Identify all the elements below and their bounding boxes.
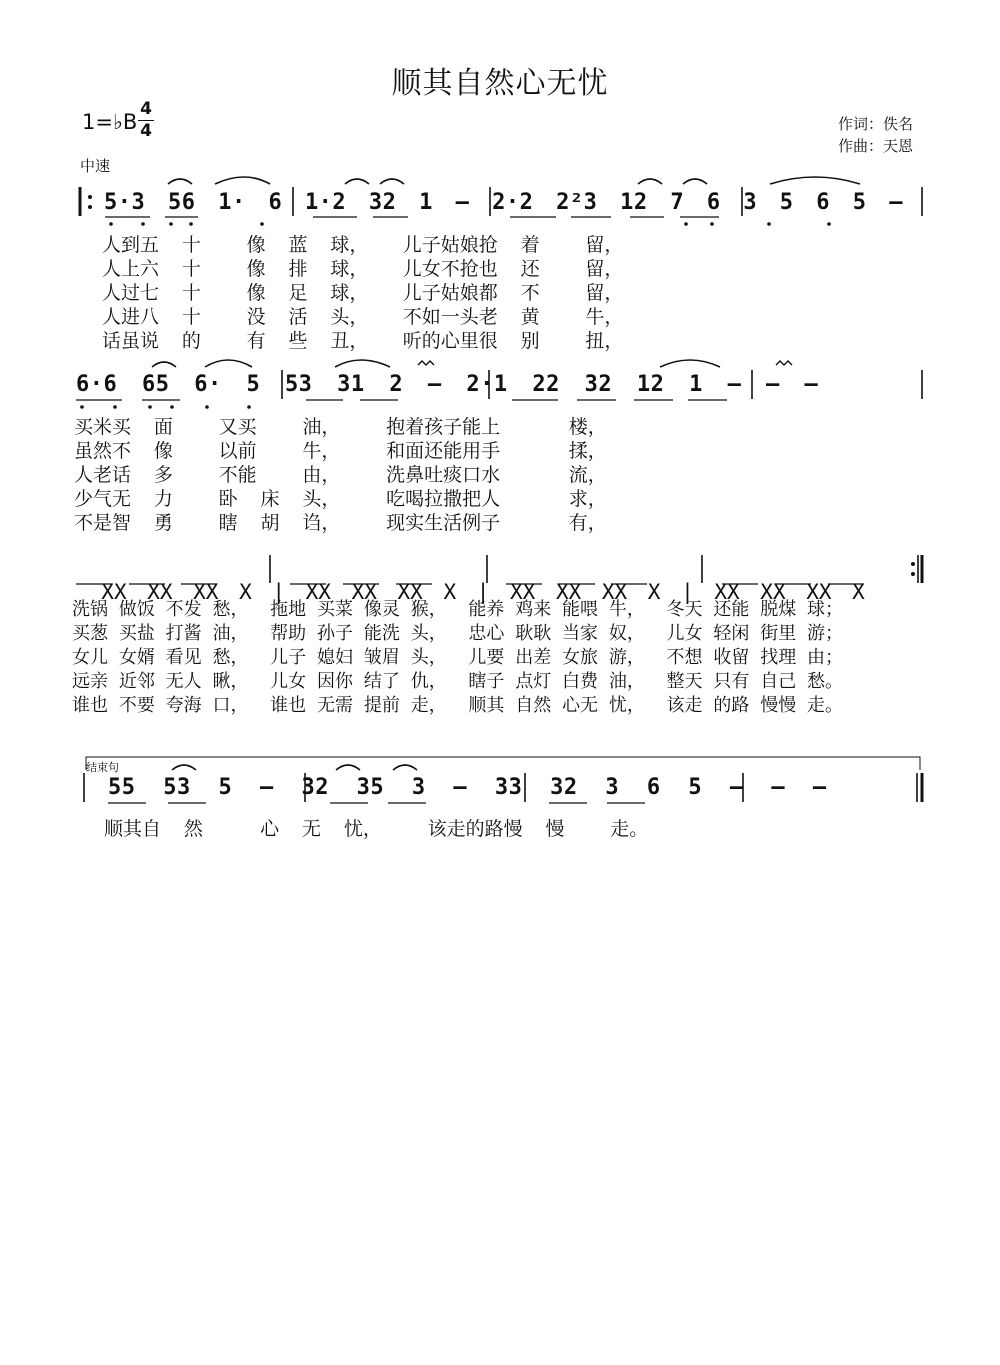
key-signature: 1=♭B bbox=[82, 110, 138, 134]
time-signature bbox=[138, 100, 154, 141]
system4-notes bbox=[108, 775, 827, 800]
system2-lyrics-1: 买米买 面 又买 油， 抱着孩子能上 楼， bbox=[74, 416, 607, 438]
system3-lyrics-1: 洗锅 做饭 不发 愁， 拖地 买菜 像灵 猴， 能养 鸡来 能喂 牛， 冬天 还能 脱煤 球； bbox=[72, 599, 844, 620]
system2-lyrics-3: 人老话 多 不能 由， 洗鼻吐痰口水 流， bbox=[74, 464, 607, 486]
system3-lyrics-3: 女儿 女婿 看见 愁， 儿子 媳妇 皱眉 头， 儿要 出差 女旅 游， 不想 收留 找理 由； bbox=[72, 647, 844, 668]
system3-lyrics-2: 买葱 买盐 打酱 油， 帮助 孙子 能洗 头， 忠心 耿耿 当家 奴， 儿女 轻闲 街里 游； bbox=[72, 623, 844, 644]
system4-lyrics: 顺其自 然 心 无 忧， 该走的路慢 慢 走。 bbox=[104, 818, 649, 840]
system2-notes bbox=[76, 372, 818, 397]
tempo-marking: 中速 bbox=[80, 157, 111, 175]
system1-lyrics-3: 人过七 十 像 足 球， 儿子姑娘都 不 留， bbox=[102, 282, 624, 304]
ending-label: 结束句 bbox=[86, 761, 119, 774]
lyricist-credit: 作词：佚名 bbox=[838, 115, 914, 133]
composer-credit: 作曲：天恩 bbox=[838, 137, 914, 155]
system1-lyrics-4: 人进八 十 没 活 头， 不如一头老 黄 牛， bbox=[102, 306, 624, 328]
system2-lyrics-4: 少气无 力 卧 床 头， 吃喝拉撒把人 求， bbox=[74, 488, 607, 510]
system2-notes-text: 6·6 65 6· 5 53 31 2 – 2·1 22 32 12 1 – – – bbox=[76, 372, 819, 397]
system1-notes-text: 5·3 56 1· 6 1·2 32 1 – 2·2 2²3 12 7 6 3 5 6 5 – bbox=[104, 190, 904, 215]
system3-rhythm-text: XX XX XX X | XX XX XX X | XX XX XX X | XX XX XX X bbox=[101, 580, 865, 604]
system4-notes-text: 55 53 5 – 32 35 3 – 33 32 3 6 5 – – – bbox=[108, 775, 827, 800]
system1-notes bbox=[104, 190, 903, 215]
system2-lyrics-2: 虽然不 像 以前 牛， 和面还能用手 揉， bbox=[74, 440, 607, 462]
system1-lyrics-2: 人上六 十 像 排 球， 儿女不抢也 还 留， bbox=[102, 258, 624, 280]
system3-lyrics-4: 远亲 近邻 无人 瞅， 儿女 因你 结了 仇， 瞎子 点灯 白费 油， 整天 只有 自己 愁。 bbox=[72, 671, 844, 692]
time-signature-bottom: 4 bbox=[140, 121, 152, 141]
system3-lyrics-5: 谁也 不要 夸海 口， 谁也 无需 提前 走， 顺其 自然 心无 忧， 该走 的路 慢慢 走。 bbox=[72, 695, 844, 716]
system1-lyrics-1: 人到五 十 像 蓝 球， 儿子姑娘抢 着 留， bbox=[102, 234, 624, 256]
system1-lyrics-5: 话虽说 的 有 些 丑， 听的心里很 别 扭， bbox=[102, 330, 624, 352]
time-signature-top: 4 bbox=[140, 99, 152, 119]
system2-lyrics-5: 不是智 勇 瞎 胡 诌， 现实生活例子 有， bbox=[74, 512, 607, 534]
song-title: 顺其自然心无忧 bbox=[391, 66, 609, 101]
